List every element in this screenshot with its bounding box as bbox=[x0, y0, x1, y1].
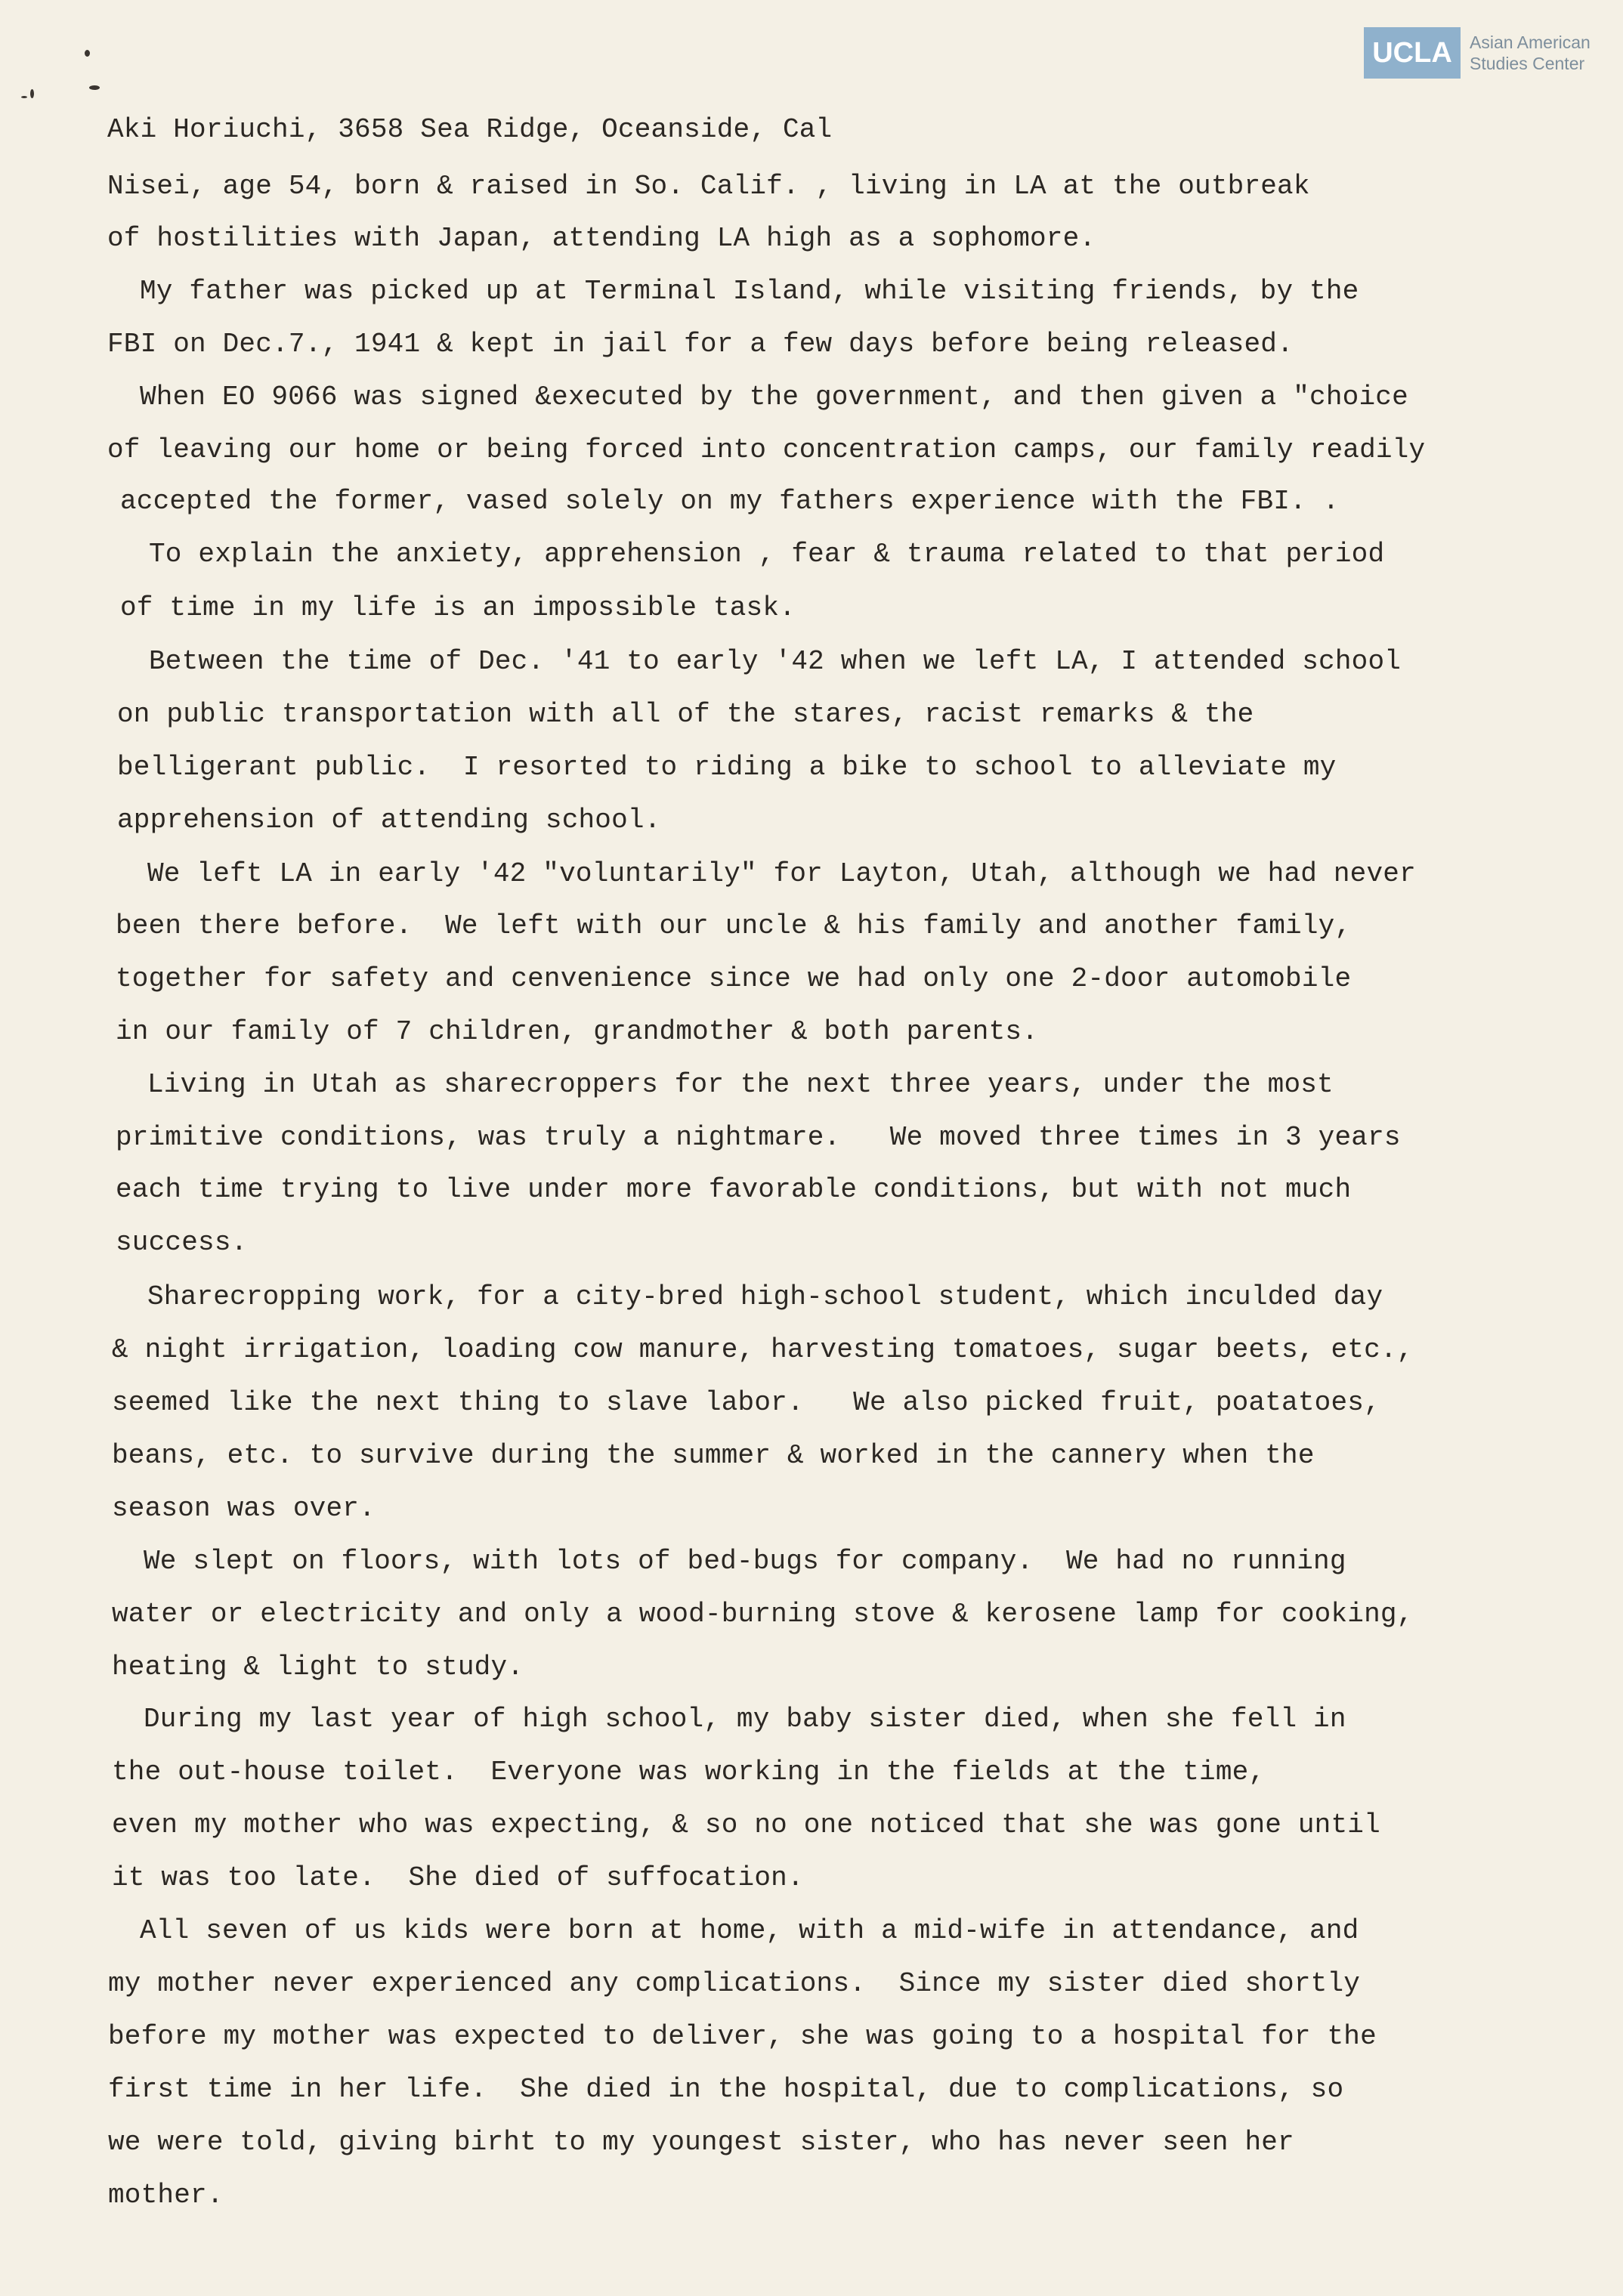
text-line: before my mother was expected to deliver, she was going to a hospital for the bbox=[108, 2021, 1377, 2052]
text-line: belligerant public. I resorted to riding a bike to school to alleviate my bbox=[117, 752, 1337, 783]
text-line: of hostilities with Japan, attending LA high as a sophomore. bbox=[107, 223, 1096, 254]
text-line: of leaving our home or being forced into concentration camps, our family readily bbox=[107, 434, 1426, 465]
text-line: we were told, giving birht to my youngest sister, who has never seen her bbox=[108, 2127, 1294, 2158]
text-line: first time in her life. She died in the hospital, due to complications, so bbox=[108, 2074, 1344, 2105]
text-line: My father was picked up at Terminal Island, while visiting friends, by the bbox=[140, 276, 1359, 307]
text-line: To explain the anxiety, apprehension , fear & trauma related to that period bbox=[149, 539, 1385, 570]
text-line: each time trying to live under more favorable conditions, but with not much bbox=[116, 1174, 1352, 1205]
text-line: During my last year of high school, my baby sister died, when she fell in bbox=[144, 1704, 1346, 1735]
ink-mark bbox=[85, 50, 90, 57]
logo-caption-line-1: Asian American bbox=[1470, 32, 1591, 52]
text-line: seemed like the next thing to slave labor. We also picked fruit, poatatoes, bbox=[112, 1387, 1380, 1418]
logo-caption-line-2: Studies Center bbox=[1470, 54, 1585, 73]
text-line: & night irrigation, loading cow manure, harvesting tomatoes, sugar beets, etc., bbox=[112, 1334, 1414, 1365]
text-line: together for safety and cenvenience since we had only one 2-door automobile bbox=[116, 963, 1352, 994]
text-line: beans, etc. to survive during the summer & worked in the cannery when the bbox=[112, 1440, 1315, 1471]
text-line: Nisei, age 54, born & raised in So. Calif. , living in LA at the outbreak bbox=[107, 171, 1310, 202]
text-line: All seven of us kids were born at home, with a mid-wife in attendance, and bbox=[140, 1915, 1359, 1946]
text-line: Aki Horiuchi, 3658 Sea Ridge, Oceanside, Cal bbox=[107, 114, 833, 145]
text-line: on public transportation with all of the stares, racist remarks & the bbox=[117, 699, 1254, 730]
text-line: heating & light to study. bbox=[112, 1652, 524, 1683]
ucla-logo-mark: UCLA bbox=[1364, 27, 1461, 79]
ink-mark bbox=[89, 85, 100, 90]
text-line: my mother never experienced any complications. Since my sister died shortly bbox=[108, 1968, 1361, 1999]
text-line: Between the time of Dec. '41 to early '42 when we left LA, I attended school bbox=[149, 646, 1402, 677]
text-line: water or electricity and only a wood-burning stove & kerosene lamp for cooking, bbox=[112, 1599, 1414, 1630]
text-line: even my mother who was expecting, & so no one noticed that she was gone until bbox=[112, 1809, 1380, 1840]
text-line: apprehension of attending school. bbox=[117, 805, 661, 836]
text-line: of time in my life is an impossible task. bbox=[120, 592, 796, 623]
ucla-aasc-logo bbox=[1364, 27, 1598, 79]
text-line: been there before. We left with our uncle & his family and another family, bbox=[116, 910, 1352, 941]
text-line: We slept on floors, with lots of bed-bugs for company. We had no running bbox=[144, 1546, 1346, 1577]
ink-mark bbox=[30, 89, 34, 98]
text-line: We left LA in early '42 "voluntarily" for Layton, Utah, although we had never bbox=[147, 858, 1416, 889]
logo-caption bbox=[1470, 32, 1598, 74]
text-line: mother. bbox=[108, 2180, 224, 2211]
text-line: When EO 9066 was signed &executed by the government, and then given a "choice bbox=[140, 382, 1408, 413]
text-line: Living in Utah as sharecroppers for the next three years, under the most bbox=[147, 1069, 1334, 1100]
text-line: FBI on Dec.7., 1941 & kept in jail for a few days before being released. bbox=[107, 329, 1294, 360]
text-line: primitive conditions, was truly a nightmare. We moved three times in 3 years bbox=[116, 1122, 1401, 1153]
text-line: Sharecropping work, for a city-bred high-school student, which inculded day bbox=[147, 1281, 1383, 1312]
text-line: season was over. bbox=[112, 1493, 376, 1524]
ink-mark bbox=[21, 96, 27, 98]
text-line: it was too late. She died of suffocation. bbox=[112, 1862, 804, 1893]
text-line: success. bbox=[116, 1227, 248, 1258]
text-line: accepted the former, vased solely on my fathers experience with the FBI. . bbox=[120, 486, 1340, 517]
text-line: the out-house toilet. Everyone was working in the fields at the time, bbox=[112, 1757, 1266, 1788]
text-line: in our family of 7 children, grandmother & both parents. bbox=[116, 1016, 1038, 1047]
